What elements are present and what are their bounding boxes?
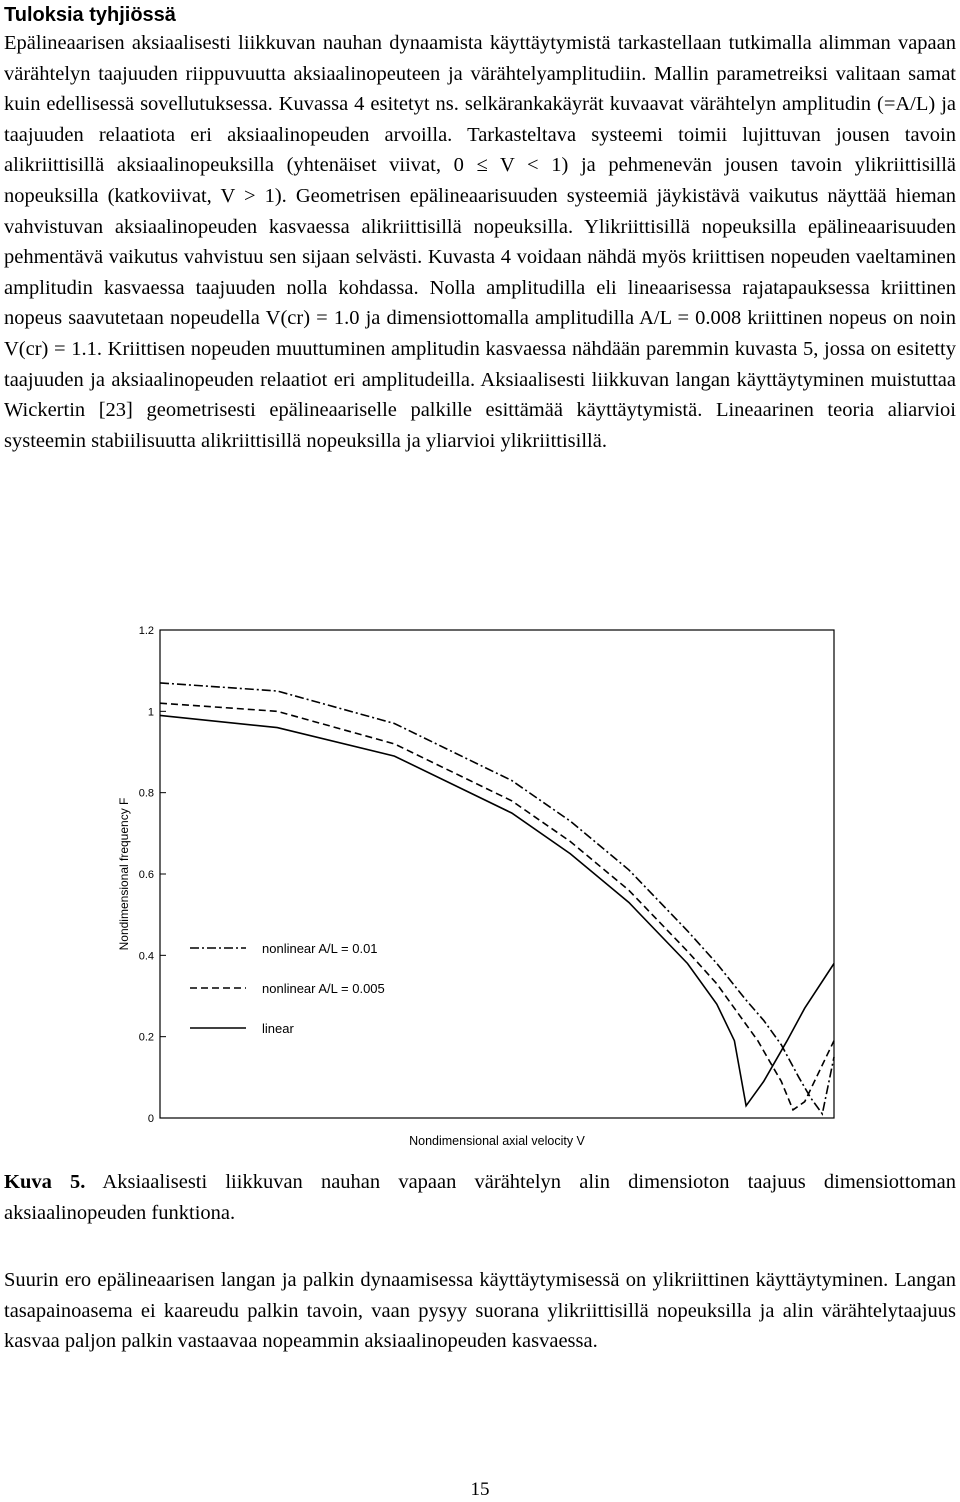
body-paragraph-2: Suurin ero epälineaarisen langan ja palkin dynaamisessa käyttäytymisessä on ylikriittinen käyttäytyminen. Langan tasapainoasema ei kaareudu palkin tavoin, vaan pysyy suorana ylikriittisillä nopeuksilla ja alin värähtelytaajuus kasvaa paljon palkin vastaavaa nopeammin aksiaalinopeuden kasvaessa. <box>4 1269 956 1353</box>
y-axis-ticks <box>139 625 166 1125</box>
section-title: Tuloksia tyhjiössä <box>4 4 176 26</box>
y-tick-label: 0.8 <box>138 787 154 800</box>
legend <box>190 941 385 1036</box>
y-tick-label: 0.2 <box>138 1031 154 1044</box>
series-line-dashed <box>160 703 834 1110</box>
frequency-velocity-chart <box>110 618 850 1158</box>
y-tick-label: 0.4 <box>138 950 154 963</box>
y-tick-label: 1 <box>147 706 154 719</box>
legend-label: nonlinear A/L = 0.005 <box>262 981 385 996</box>
series-lines <box>160 683 834 1114</box>
series-line-dashdot <box>160 683 834 1114</box>
figure-caption-label: Kuva 5. <box>4 1171 86 1193</box>
legend-label: nonlinear A/L = 0.01 <box>262 941 378 956</box>
body-paragraph-1: Epälineaarisen aksiaalisesti liikkuvan nauhan dynaamista käyttäytymistä tarkastellaan tutkimalla alimman vapaan värähtelyn taajuuden riippuvuutta aksiaalinopeuteen ja värähtelyamplitudiin. Mallin parametreiksi valitaan samat kuin edellisessä sovellutuksessa. Kuvassa 4 esitetyt ns. selkärankakäyrät kuvaavat värähtelyn amplitudin (=A/L) ja taajuuden relaatiota eri aksiaalinopeuden arvoilla. Tarkasteltava systeemi toimii lujittuvan jousen tavoin alikriittisillä aksiaalinopeuksilla (yhtenäiset viivat, 0 ≤ V < 1) ja pehmenevän jousen tavoin ylikriittisillä nopeuksilla (katkoviivat, V > 1). Geometrisen epälineaarisuuden systeemiä jäykistävä vaikutus näyttää hieman vahvistuvan aksiaalinopeuden kasvaessa alikriittisillä nopeuksilla. Ylikriittisillä nopeuksilla epälineaarisuuden pehmentävä vaikutus vahvistuu sen sijaan selvästi. Kuvasta 4 voidaan nähdä myös kriittisen nopeuden vaeltaminen amplitudin kasvaessa taajuuden nolla kohdassa. Nolla amplitudilla eli lineaarisessa rajatapauksessa kriittinen nopeus saavutetaan nopeudella V(cr) = 1.0 ja dimensiottomalla amplitudilla A/L = 0.008 kriittinen nopeus on noin V(cr) = 1.1. Kriittisen nopeuden muuttuminen amplitudin kasvaessa nähdään paremmin kuvasta 5, jossa on esitetty taajuuden ja aksiaalinopeuden relaatiot eri amplitudeilla. Aksiaalisesti liikkuvan langan käyttäytyminen muistuttaa Wickertin [23] geometrisesti epälineaariselle palkille esittämää käyttäytymistä. Lineaarinen teoria aliarvioi systeemin stabiilisuutta alikriittisillä nopeuksilla ja yliarvioi ylikriittisillä. <box>4 32 956 452</box>
y-tick-label: 0 <box>147 1113 154 1125</box>
y-tick-label: 1.2 <box>138 625 154 637</box>
x-axis-label: Nondimensional axial velocity V <box>409 1134 585 1148</box>
figure-caption-text: Aksiaalisesti liikkuvan nauhan vapaan värähtelyn alin dimensioton taajuus dimensiottoman aksiaalinopeuden funktiona. <box>4 1171 956 1224</box>
figure-caption <box>4 1167 956 1228</box>
legend-label: linear <box>262 1021 294 1036</box>
y-axis-label: Nondimensional frequency F <box>117 797 131 951</box>
y-tick-label: 0.6 <box>138 869 154 881</box>
plot-frame <box>160 630 834 1118</box>
page-number: 15 <box>470 1479 490 1500</box>
